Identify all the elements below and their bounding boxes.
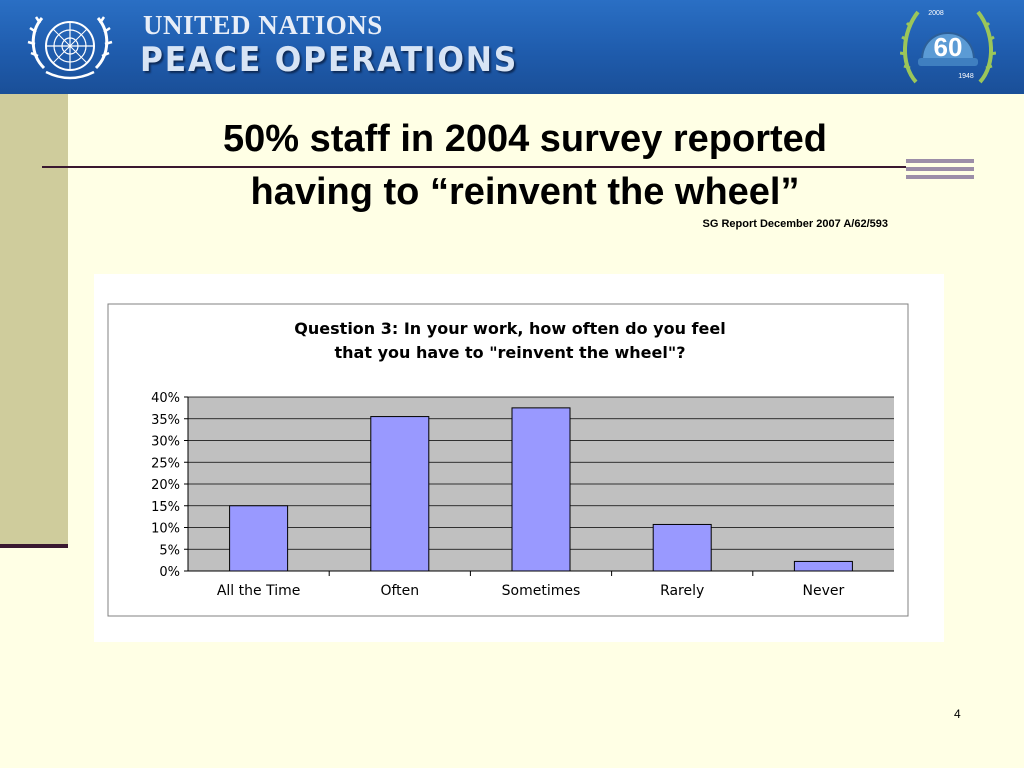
x-tick-label: Never	[802, 583, 845, 599]
y-tick-label: 30%	[151, 434, 180, 450]
y-tick-label: 40%	[151, 391, 180, 406]
y-tick-label: 0%	[159, 565, 180, 580]
slide-title-line1: 50% staff in 2004 survey reported	[222, 118, 828, 160]
y-tick-label: 20%	[151, 478, 180, 493]
bar-often	[371, 417, 429, 571]
anniversary-bottom-year: 1948	[958, 73, 974, 80]
bar-all-the-time	[230, 506, 288, 571]
anniversary-top-year: 2008	[928, 10, 944, 17]
banner-title-peace-operations: PEACE OPERATIONS	[140, 40, 519, 80]
y-tick-label: 15%	[151, 499, 180, 515]
bar-never	[794, 561, 852, 571]
x-tick-label: Often	[380, 583, 420, 599]
bar-rarely	[653, 524, 711, 571]
y-tick-label: 5%	[159, 543, 180, 559]
chart-title-line2: that you have to "reinvent the wheel"?	[334, 343, 686, 362]
left-accent-rule	[0, 544, 68, 548]
left-accent-bar	[0, 94, 68, 544]
bar-chart	[94, 274, 944, 642]
slide-title-line2: having to “reinvent the wheel”	[250, 171, 800, 213]
source-citation: SG Report December 2007 A/62/593	[702, 218, 888, 230]
anniversary-number: 60	[933, 32, 963, 62]
y-tick-label: 25%	[151, 456, 180, 472]
header-banner	[0, 0, 1024, 94]
banner-title-united-nations: UNITED NATIONS	[143, 10, 383, 40]
x-tick-label: Sometimes	[501, 583, 581, 599]
x-tick-label: All the Time	[216, 583, 301, 599]
y-tick-label: 35%	[151, 412, 180, 428]
page-number: 4	[954, 707, 961, 721]
chart-card	[94, 274, 944, 642]
un-emblem-icon	[24, 6, 116, 88]
bar-sometimes	[512, 408, 570, 571]
anniversary-60-emblem-icon	[900, 2, 996, 92]
chart-title-line1: Question 3: In your work, how often do you feel	[294, 319, 726, 338]
slide-title	[120, 113, 930, 219]
x-tick-label: Rarely	[660, 583, 705, 599]
y-tick-label: 10%	[151, 521, 180, 537]
